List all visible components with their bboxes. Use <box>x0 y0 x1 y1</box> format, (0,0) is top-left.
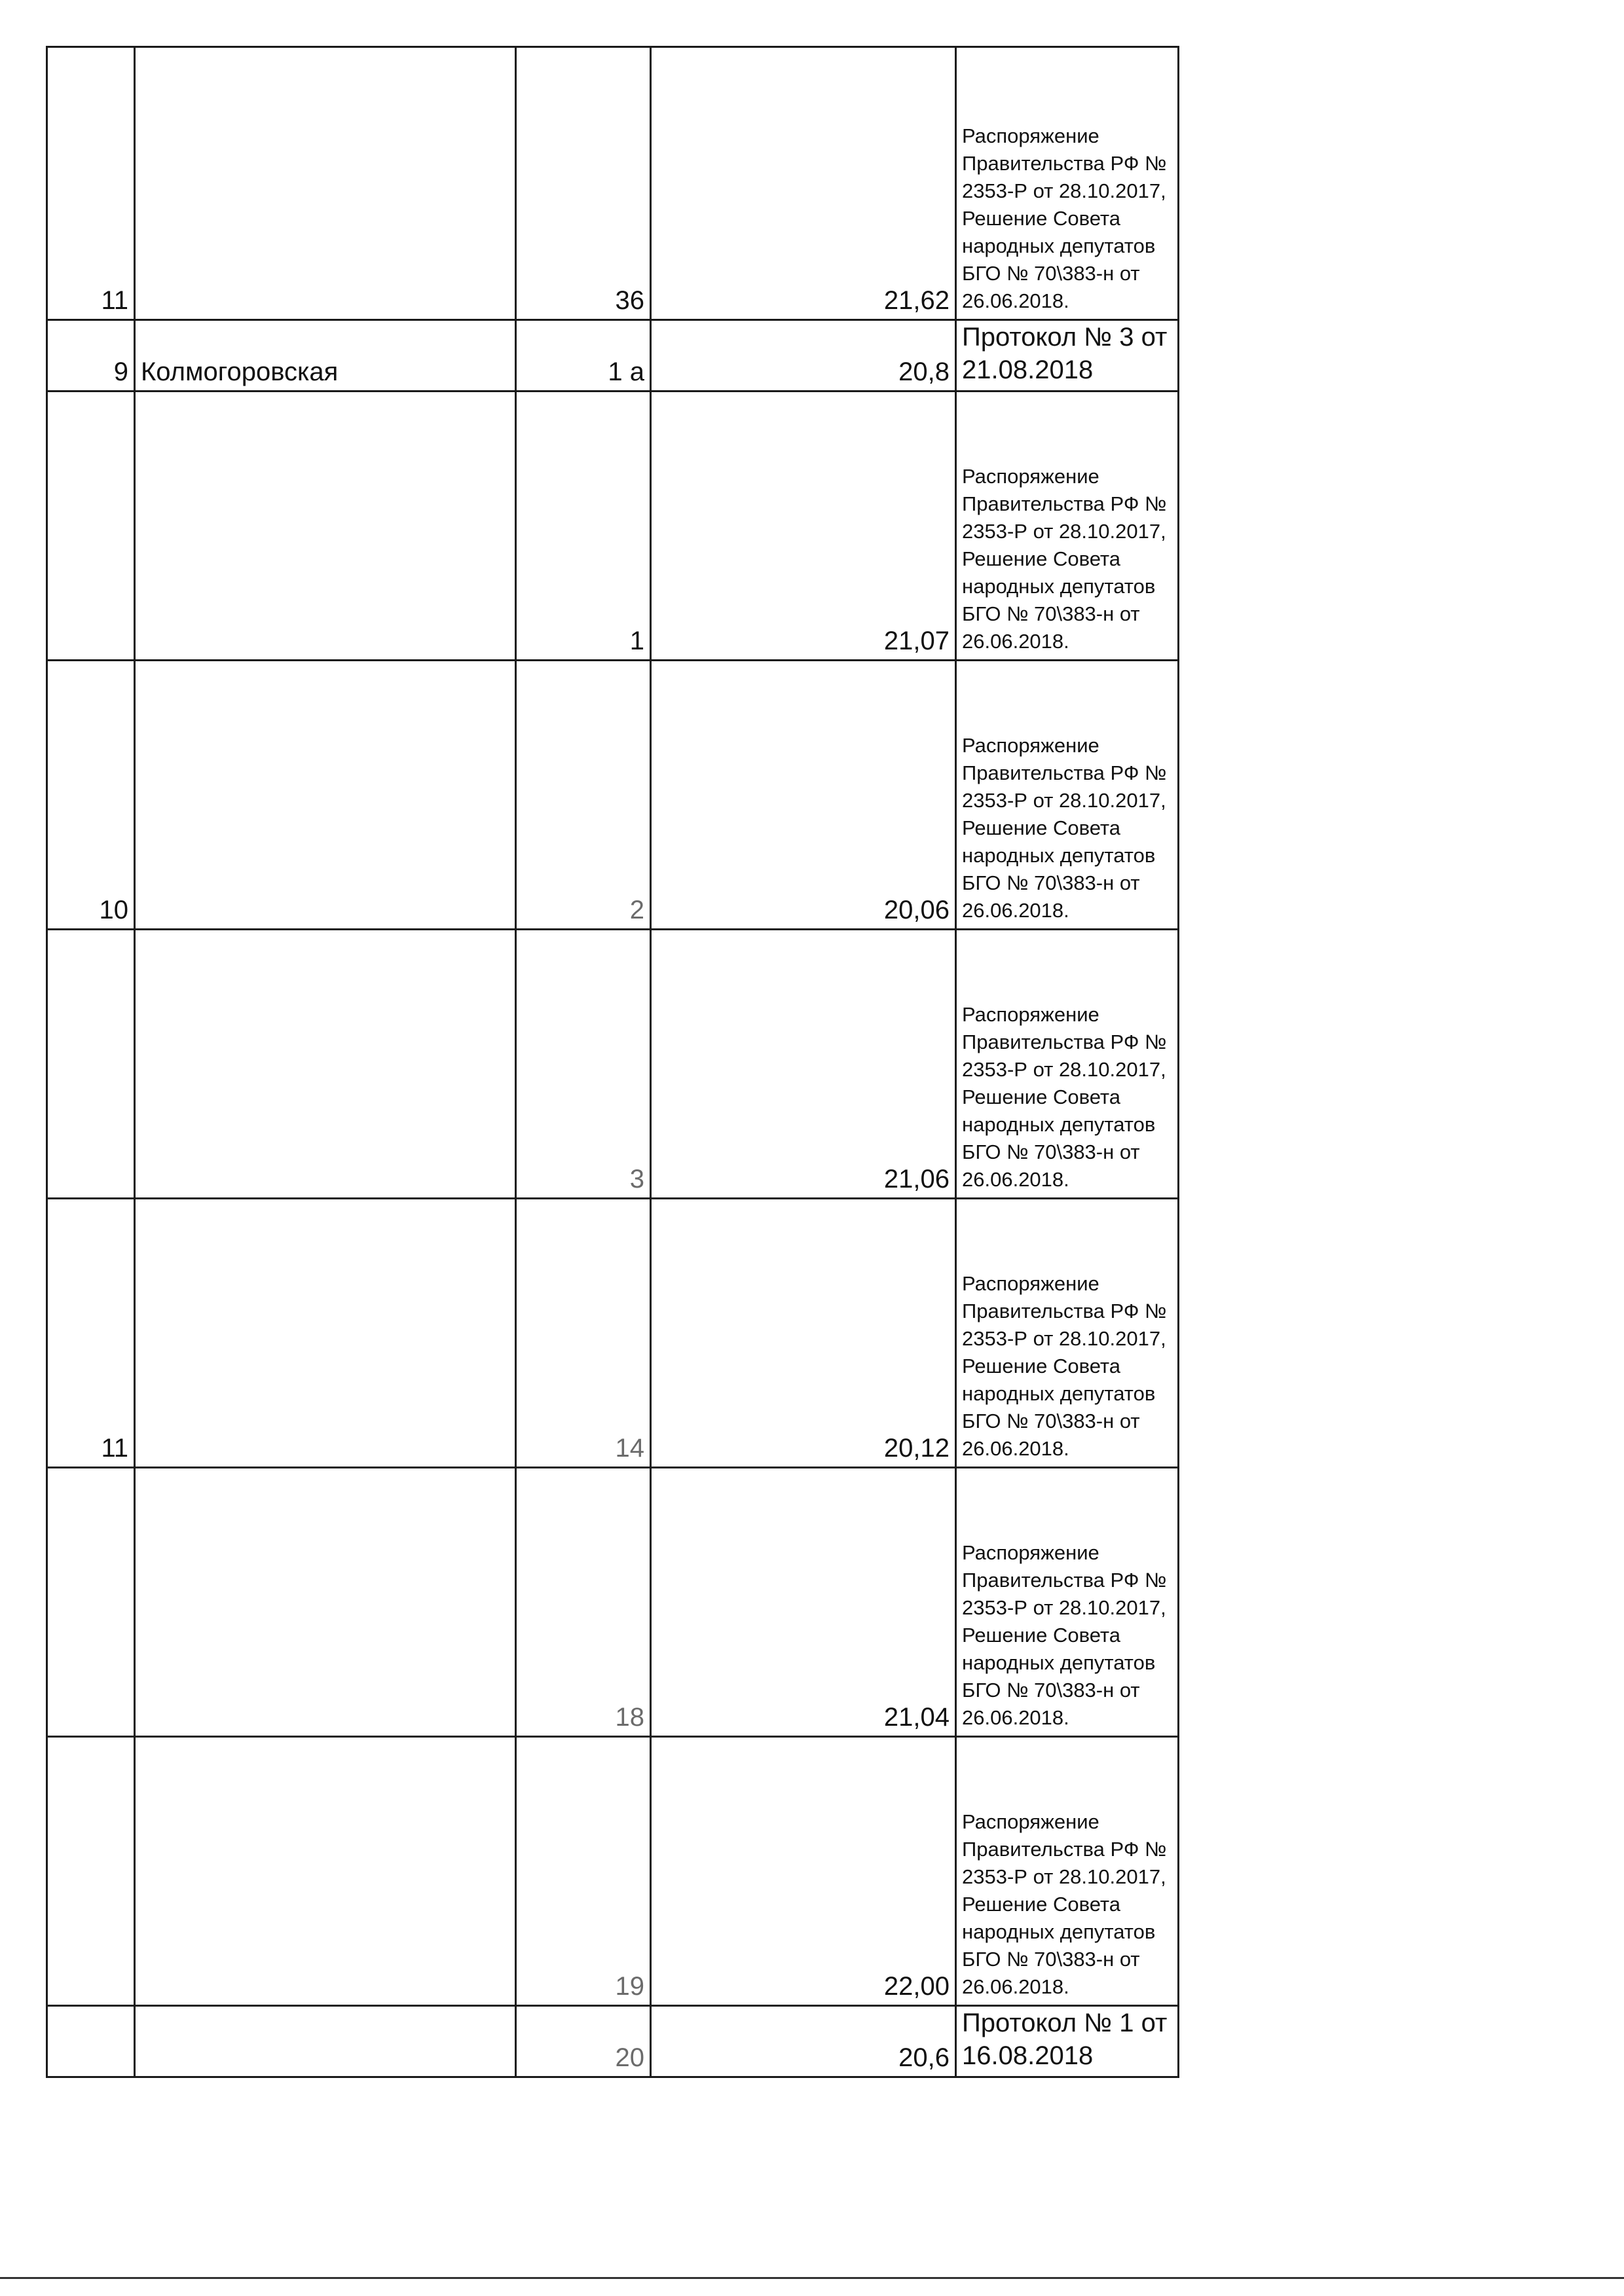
area-cell: 21,06 <box>651 930 956 1199</box>
house-number-cell: 2 <box>516 661 651 930</box>
area-cell: 20,12 <box>651 1199 956 1468</box>
legal-basis-cell: Распоряжение Правительства РФ № 2353-Р от 28.10.2017, Решение Совета народных депутатов БГО № 70\383-н от 26.06.2018. <box>956 661 1179 930</box>
street-cell <box>135 1199 516 1468</box>
street-cell: Колмогоровская <box>135 320 516 392</box>
legal-basis-cell: Протокол № 3 от 21.08.2018 <box>956 320 1179 392</box>
table-row <box>47 47 1179 320</box>
table-row <box>47 1737 1179 2006</box>
street-cell <box>135 392 516 661</box>
legal-basis-cell: Протокол № 1 от 16.08.2018 <box>956 2006 1179 2077</box>
area-cell: 20,6 <box>651 2006 956 2077</box>
document-table <box>46 46 1179 2078</box>
area-cell: 20,8 <box>651 320 956 392</box>
area-cell: 21,04 <box>651 1468 956 1737</box>
area-cell: 21,07 <box>651 392 956 661</box>
table-row <box>47 1199 1179 1468</box>
legal-basis-cell: Распоряжение Правительства РФ № 2353-Р от 28.10.2017, Решение Совета народных депутатов БГО № 70\383-н от 26.06.2018. <box>956 47 1179 320</box>
street-cell <box>135 2006 516 2077</box>
row-number-cell <box>47 1468 135 1737</box>
house-number-cell: 1 <box>516 392 651 661</box>
house-number-cell: 3 <box>516 930 651 1199</box>
street-cell <box>135 930 516 1199</box>
table-row <box>47 392 1179 661</box>
house-number-cell: 1 а <box>516 320 651 392</box>
row-number-cell: 11 <box>47 47 135 320</box>
street-cell <box>135 661 516 930</box>
row-number-cell <box>47 392 135 661</box>
street-cell <box>135 1468 516 1737</box>
row-number-cell: 9 <box>47 320 135 392</box>
table-body <box>47 47 1179 2077</box>
row-number-cell: 11 <box>47 1199 135 1468</box>
page-bottom-rule <box>0 2277 1624 2279</box>
street-cell <box>135 47 516 320</box>
area-cell: 20,06 <box>651 661 956 930</box>
area-cell: 21,62 <box>651 47 956 320</box>
legal-basis-cell: Распоряжение Правительства РФ № 2353-Р от 28.10.2017, Решение Совета народных депутатов БГО № 70\383-н от 26.06.2018. <box>956 1737 1179 2006</box>
table-row <box>47 1468 1179 1737</box>
row-number-cell <box>47 2006 135 2077</box>
table-row <box>47 2006 1179 2077</box>
row-number-cell <box>47 1737 135 2006</box>
legal-basis-cell: Распоряжение Правительства РФ № 2353-Р от 28.10.2017, Решение Совета народных депутатов БГО № 70\383-н от 26.06.2018. <box>956 1199 1179 1468</box>
table-row <box>47 661 1179 930</box>
legal-basis-cell: Распоряжение Правительства РФ № 2353-Р от 28.10.2017, Решение Совета народных депутатов БГО № 70\383-н от 26.06.2018. <box>956 930 1179 1199</box>
legal-basis-cell: Распоряжение Правительства РФ № 2353-Р от 28.10.2017, Решение Совета народных депутатов БГО № 70\383-н от 26.06.2018. <box>956 1468 1179 1737</box>
row-number-cell: 10 <box>47 661 135 930</box>
table-row <box>47 930 1179 1199</box>
house-number-cell: 19 <box>516 1737 651 2006</box>
row-number-cell <box>47 930 135 1199</box>
area-cell: 22,00 <box>651 1737 956 2006</box>
house-number-cell: 36 <box>516 47 651 320</box>
legal-basis-cell: Распоряжение Правительства РФ № 2353-Р от 28.10.2017, Решение Совета народных депутатов БГО № 70\383-н от 26.06.2018. <box>956 392 1179 661</box>
house-number-cell: 20 <box>516 2006 651 2077</box>
house-number-cell: 14 <box>516 1199 651 1468</box>
house-number-cell: 18 <box>516 1468 651 1737</box>
table-row <box>47 320 1179 392</box>
street-cell <box>135 1737 516 2006</box>
